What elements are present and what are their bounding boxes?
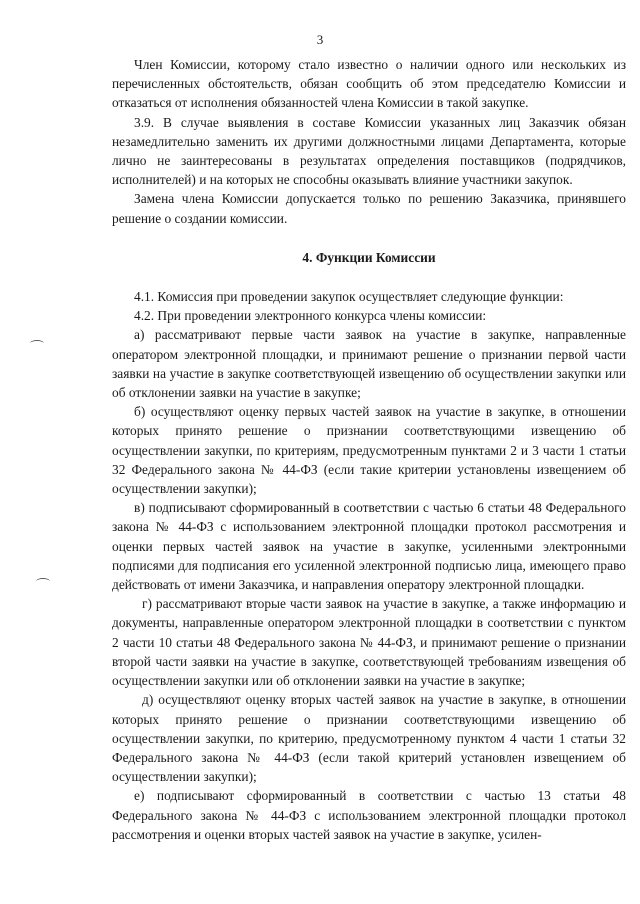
list-item: а) рассматривают первые части заявок на участие в закупке, направленные оператором электронной площадки, и принимают решение о признании первой части заявки на участие в закупке соответствующей извещению об осуществлении закупки или об отклонении заявки на участие в закупке;: [112, 327, 626, 401]
margin-mark: [30, 340, 44, 347]
list-item: д) осуществляют оценку вторых частей заявок на участие в закупке, в отношении которых принято решение о признании соответствующими извещению об осуществлении закупки, по критерию, предусмотренному пунктом 4 части 1 статьи 32 Федерального закона № 44-ФЗ (если такой критерий установлен извещением об осуществлении закупки);: [112, 692, 626, 785]
paragraph: Член Комиссии, которому стало известно о наличии одного или нескольких из перечисленных обстоятельств, обязан сообщить об этом председателю Комиссии и отказаться от исполнения обязанностей члена Комиссии в такой закупке.: [112, 57, 626, 111]
list-item: г) рассматривают вторые части заявок на участие в закупке, а также информацию и документы, направленные оператором электронной площадки в соответствии с пунктом 2 части 10 статьи 48 Федерального закона № 44-ФЗ, и принимают решение о признании второй части заявки на участие в закупке, соответствующей требованиям извещения об осуществлении закупки или об отклонении заявки на участие в закупке;: [112, 596, 626, 689]
page-number: 3: [316, 32, 324, 47]
paragraph: 3.9. В случае выявления в составе Комиссии указанных лиц Заказчик обязан незамедлительно заменить их другими должностными лицами Департамента, которые лично не заинтересованы в результатах определения поставщиков (подрядчиков, исполнителей) и на которых не способны оказывать влияние участники закупок.: [112, 114, 626, 188]
section-heading: 4. Функции Комиссии: [302, 249, 436, 265]
paragraph: Замена члена Комиссии допускается только по решению Заказчика, принявшего решение о создании комиссии.: [112, 191, 626, 226]
list-item: б) осуществляют оценку первых частей заявок на участие в закупке, в отношении которых принято решение о признании соответствующими извещению об осуществлении закупки, по критериям, предусмотренным пунктами 2 и 3 части 1 статьи 32 Федерального закона № 44-ФЗ (если такие критерии установлены извещением об осуществлении закупки);: [112, 404, 626, 497]
margin-mark: [36, 578, 50, 585]
list-item: в) подписывают сформированный в соответствии с частью 6 статьи 48 Федерального закона № 44-ФЗ с использованием электронной площадки протокол рассмотрения и оценки первых частей заявок на участие в закупке, усиленными электронными подписями для подписания его усиленной электронной подписью лица, имеющего право действовать от имени Заказчика, и направления оператору электронной площадки.: [112, 500, 626, 593]
document-body: [112, 55, 626, 844]
paragraph: 4.1. Комиссия при проведении закупок осуществляет следующие функции:: [134, 289, 564, 305]
list-item: е) подписывают сформированный в соответствии с частью 13 статьи 48 Федерального закона № 44-ФЗ с использованием электронной площадки протокол рассмотрения и оценки вторых частей заявок на участие в закупке, усилен-: [112, 788, 626, 842]
paragraph: 4.2. При проведении электронного конкурса члены комиссии:: [134, 308, 487, 324]
